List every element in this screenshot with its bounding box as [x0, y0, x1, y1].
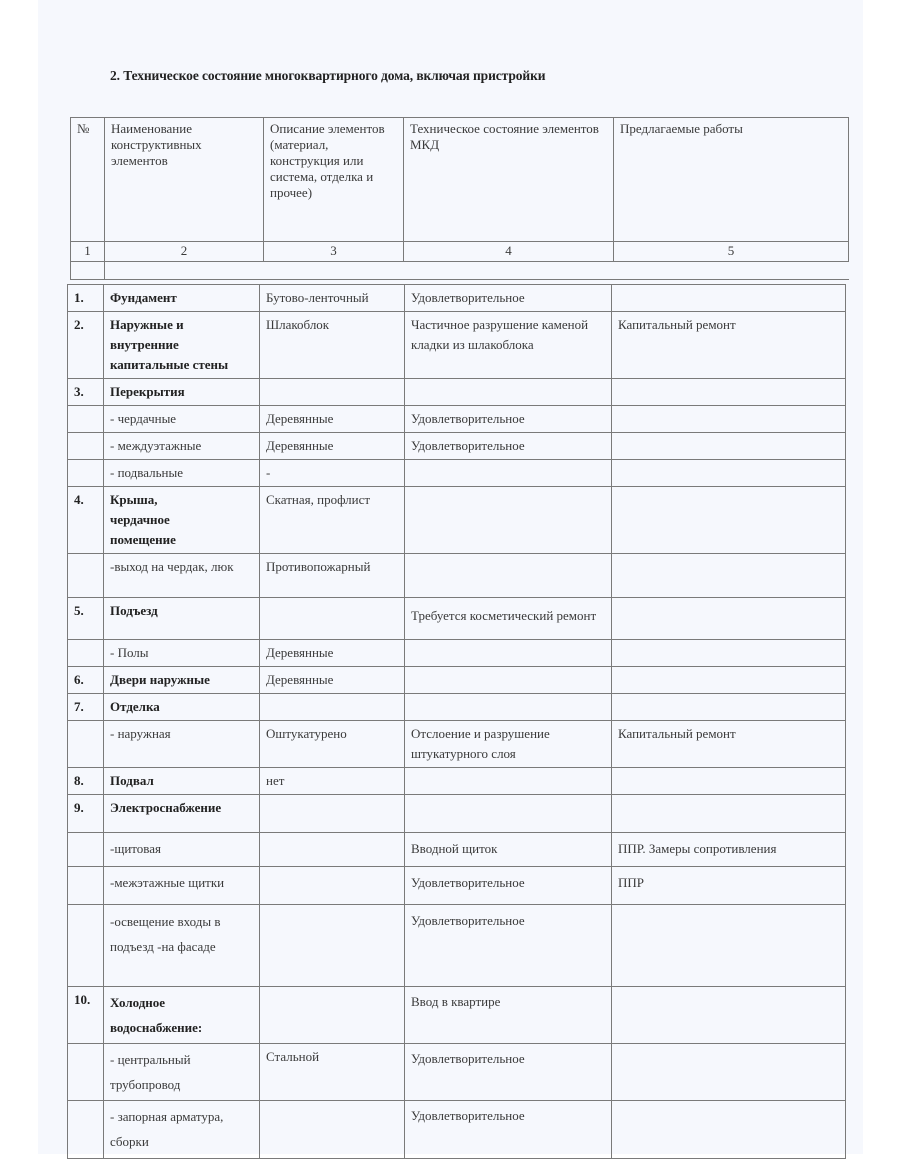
- row-condition: [405, 554, 612, 598]
- row-works: [612, 554, 846, 598]
- row-name: Перекрытия: [104, 379, 260, 406]
- header-name: Наименование конструктивных элементов: [105, 118, 264, 242]
- header-no: №: [71, 118, 105, 242]
- spacer-row: [71, 262, 849, 280]
- row-description: [260, 379, 405, 406]
- row-no: [68, 867, 104, 905]
- header-condition: Техническое состояние элементов МКД: [404, 118, 614, 242]
- row-no: [68, 554, 104, 598]
- row-works: Капитальный ремонт: [612, 721, 846, 768]
- table-row: [68, 598, 846, 640]
- row-works: [612, 487, 846, 554]
- row-name: [104, 905, 260, 987]
- row-no: 8.: [68, 768, 104, 795]
- row-condition: Частичное разрушение каменой кладки из шлакоблока: [405, 312, 612, 379]
- row-name: -межэтажные щитки: [104, 867, 260, 905]
- row-name: Подъезд: [104, 598, 260, 640]
- row-name: - Полы: [104, 640, 260, 667]
- table-row: [68, 768, 846, 795]
- row-name: - запорная арматура, сборки: [104, 1101, 260, 1159]
- row-name-text: -освещение входы в подъезд -на фасаде: [110, 914, 221, 954]
- table-row: [68, 379, 846, 406]
- row-works: ППР. Замеры сопротивления: [612, 833, 846, 867]
- row-works: [612, 905, 846, 987]
- row-works: [612, 598, 846, 640]
- row-name: - наружная: [104, 721, 260, 768]
- row-description: Деревянные: [260, 667, 405, 694]
- row-works: ППР: [612, 867, 846, 905]
- row-name: - чердачные: [104, 406, 260, 433]
- row-no: [68, 721, 104, 768]
- row-condition: Вводной щиток: [405, 833, 612, 867]
- row-no: 4.: [68, 487, 104, 554]
- table-row: [68, 987, 846, 1044]
- row-description: -: [260, 460, 405, 487]
- row-no: 7.: [68, 694, 104, 721]
- row-description: [260, 987, 405, 1044]
- row-description: Скатная, профлист: [260, 487, 405, 554]
- row-description: Оштукатурено: [260, 721, 405, 768]
- row-condition: Ввод в квартире: [405, 987, 612, 1044]
- row-works: [612, 285, 846, 312]
- row-description: [260, 795, 405, 833]
- row-condition: [405, 795, 612, 833]
- row-works: [612, 694, 846, 721]
- row-description: Деревянные: [260, 406, 405, 433]
- row-name: Холодное водоснабжение:: [104, 987, 260, 1044]
- row-description: Деревянные: [260, 640, 405, 667]
- spacer-cell: [105, 262, 849, 280]
- row-condition: Удовлетворительное: [405, 867, 612, 905]
- row-description: Деревянные: [260, 433, 405, 460]
- row-no: 2.: [68, 312, 104, 379]
- row-no: [68, 1044, 104, 1101]
- row-name: -выход на чердак, люк: [104, 554, 260, 598]
- row-no: [68, 460, 104, 487]
- table-row: [68, 1101, 846, 1159]
- table-row: [68, 694, 846, 721]
- table-row: [68, 285, 846, 312]
- row-condition: Удовлетворительное: [405, 1101, 612, 1159]
- row-description: Стальной: [260, 1044, 405, 1101]
- table-row: [68, 433, 846, 460]
- row-works: [612, 987, 846, 1044]
- col-num-3: 3: [264, 242, 404, 262]
- row-name: - подвальные: [104, 460, 260, 487]
- row-condition: Удовлетворительное: [405, 905, 612, 987]
- row-condition: [405, 768, 612, 795]
- table-row: [68, 1044, 846, 1101]
- table-row: [68, 554, 846, 598]
- row-condition: Удовлетворительное: [405, 285, 612, 312]
- row-condition: [405, 379, 612, 406]
- table-row: [68, 795, 846, 833]
- row-works: [612, 768, 846, 795]
- row-works: [612, 795, 846, 833]
- row-name: Фундамент: [104, 285, 260, 312]
- row-description: [260, 905, 405, 987]
- row-name: Отделка: [104, 694, 260, 721]
- row-condition: Удовлетворительное: [405, 433, 612, 460]
- col-num-2: 2: [105, 242, 264, 262]
- row-condition: Удовлетворительное: [405, 1044, 612, 1101]
- table-row: [68, 640, 846, 667]
- row-works: [612, 433, 846, 460]
- table-row: [68, 667, 846, 694]
- row-name: Подвал: [104, 768, 260, 795]
- row-condition: [405, 640, 612, 667]
- row-condition: [405, 487, 612, 554]
- row-name: Электроснабжение: [104, 795, 260, 833]
- row-no: 6.: [68, 667, 104, 694]
- row-name: - междуэтажные: [104, 433, 260, 460]
- table-row: [68, 312, 846, 379]
- row-condition: Требуется косметический ремонт: [405, 598, 612, 640]
- row-condition: Отслоение и разрушение штукатурного слоя: [405, 721, 612, 768]
- row-condition: Удовлетворительное: [405, 406, 612, 433]
- row-name: - центральный трубопровод: [104, 1044, 260, 1101]
- row-name: Наружные и внутренние капитальные стены: [104, 312, 260, 379]
- row-no: [68, 406, 104, 433]
- row-works: [612, 460, 846, 487]
- row-description: Шлакоблок: [260, 312, 405, 379]
- row-no: [68, 833, 104, 867]
- col-num-5: 5: [614, 242, 849, 262]
- row-no: [68, 905, 104, 987]
- col-num-1: 1: [71, 242, 105, 262]
- table-row: [68, 460, 846, 487]
- row-description: Бутово-ленточный: [260, 285, 405, 312]
- row-works: [612, 406, 846, 433]
- row-name: Двери наружные: [104, 667, 260, 694]
- row-no: 1.: [68, 285, 104, 312]
- row-no: 10.: [68, 987, 104, 1044]
- table-row: [68, 487, 846, 554]
- row-works: [612, 1101, 846, 1159]
- row-works: [612, 379, 846, 406]
- header-works: Предлагаемые работы: [614, 118, 849, 242]
- row-no: 3.: [68, 379, 104, 406]
- table-row: [68, 406, 846, 433]
- header-row: [71, 118, 849, 242]
- row-description: [260, 1101, 405, 1159]
- col-num-4: 4: [404, 242, 614, 262]
- column-numbers-row: [71, 242, 849, 262]
- row-description: [260, 867, 405, 905]
- table-row: [68, 721, 846, 768]
- row-no: 5.: [68, 598, 104, 640]
- row-works: Капитальный ремонт: [612, 312, 846, 379]
- row-description: нет: [260, 768, 405, 795]
- row-description: [260, 833, 405, 867]
- header-table: [70, 117, 849, 280]
- spacer-cell: [71, 262, 105, 280]
- row-description: [260, 598, 405, 640]
- row-condition: [405, 460, 612, 487]
- row-works: [612, 667, 846, 694]
- row-no: 9.: [68, 795, 104, 833]
- header-description: Описание элементов (материал, конструкция или система, отделка и прочее): [264, 118, 404, 242]
- table-row: [68, 867, 846, 905]
- table-row: [68, 905, 846, 987]
- row-description: Противопожарный: [260, 554, 405, 598]
- page-title: 2. Техническое состояние многоквартирного дома, включая пристройки: [110, 68, 546, 83]
- table-row: [68, 833, 846, 867]
- row-no: [68, 640, 104, 667]
- row-name: Крыша, чердачное помещение: [104, 487, 260, 554]
- row-works: [612, 1044, 846, 1101]
- row-description: [260, 694, 405, 721]
- row-condition: [405, 694, 612, 721]
- row-name: -щитовая: [104, 833, 260, 867]
- row-no: [68, 433, 104, 460]
- row-no: [68, 1101, 104, 1159]
- elements-table: [67, 284, 846, 1159]
- row-works: [612, 640, 846, 667]
- row-condition: [405, 667, 612, 694]
